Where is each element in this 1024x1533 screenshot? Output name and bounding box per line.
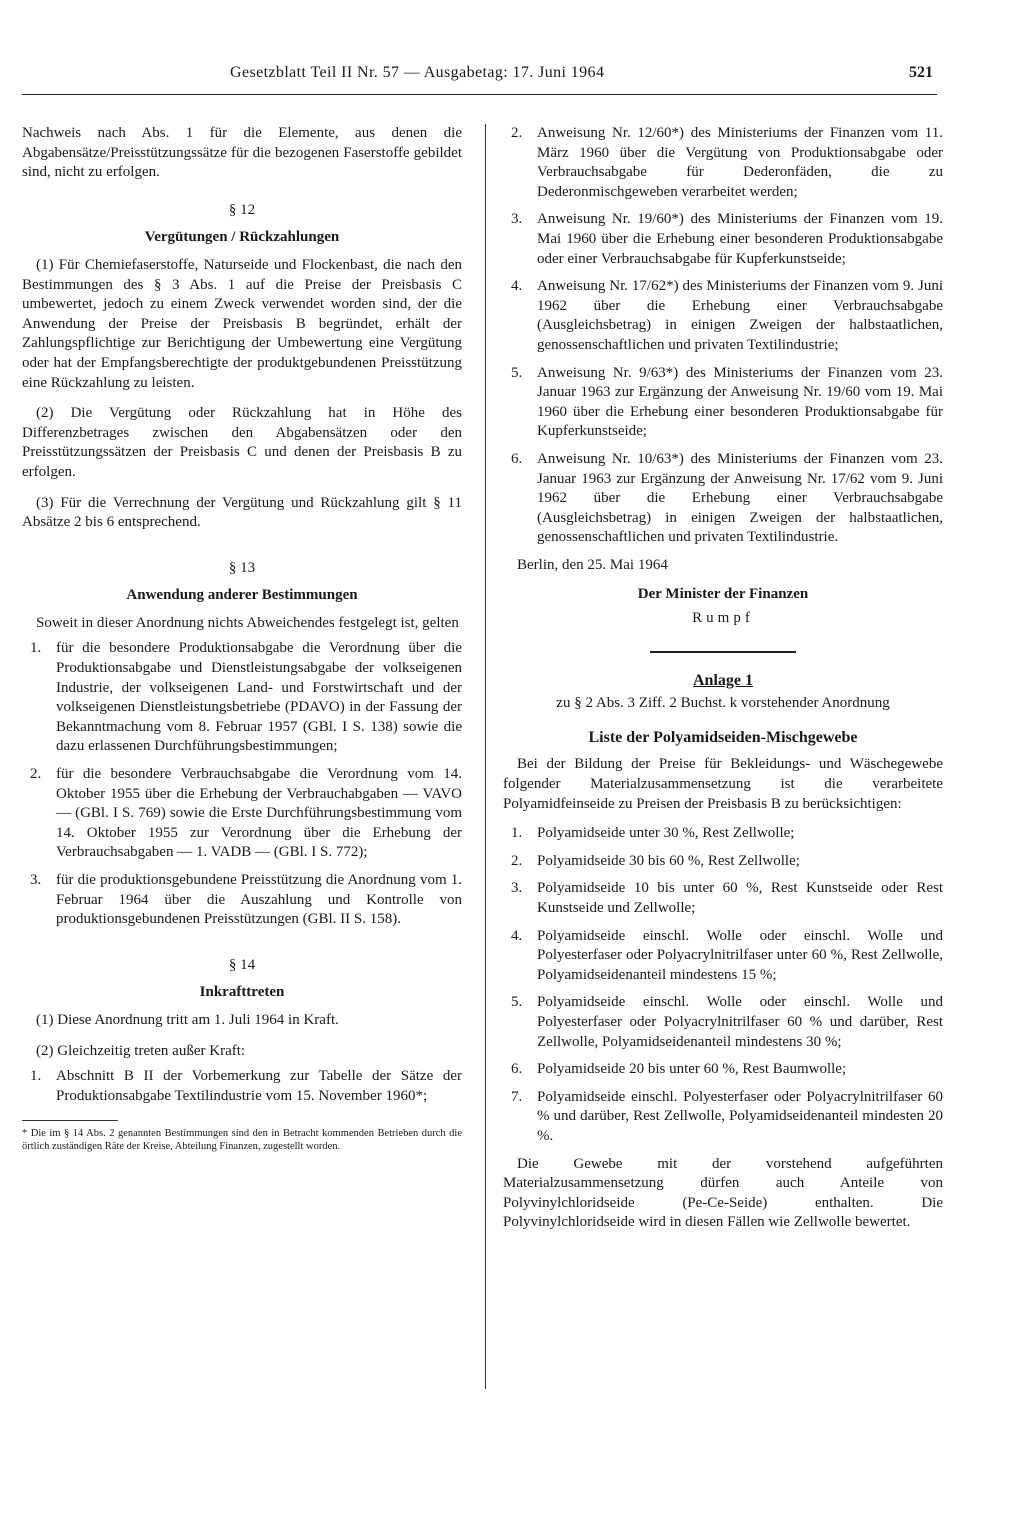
section-13-number: § 13	[228, 559, 256, 576]
section-12-paragraph-1: (1) Für Chemiefaserstoffe, Naturseide und Flockenbast, die nach den Bestimmungen des § 3 Abs. 1 auf die Preise der Preisbasis C umbewertet, jedoch zu einem Zweck verwendet worden sind, der die Anwendung der Preise der Preisbasis B begründet, erhält der Zahlungspflichtige zur Berichtigung der Umbewertung eine Vergütung oder hat der Empfangsberechtigte der produktgebundenen Preisstützung eine Rückzahlung zu leisten.	[22, 256, 462, 391]
list-item-text: Anweisung Nr. 17/62*) des Ministeriums der Finanzen vom 9. Juni 1962 über die Erhebung einer Verbrauchsabgabe (Ausgleichsbetrag) in einigen Zweigen der halbstaatlichen, genossenschaftlichen und privaten Textilindustrie;	[537, 278, 943, 353]
list-item-number: 3.	[511, 211, 523, 228]
list-item	[503, 1060, 943, 1080]
list-item-number: 6.	[511, 450, 523, 467]
anlage-reference: zu § 2 Abs. 3 Ziff. 2 Buchst. k vorstehender Anordnung	[556, 695, 890, 712]
repealed-list	[503, 124, 943, 548]
section-12-paragraph-3: (3) Für die Verrechnung der Vergütung und Rückzahlung gilt § 11 Absätze 2 bis 6 entsprechend.	[22, 494, 462, 531]
anlage-outro: Die Gewebe mit der vorstehend aufgeführten Materialzusammensetzung dürfen auch Anteile von Polyvinylchloridseide (Pe-Ce-Seide) enthalten. Die Polyvinylchloridseide wird in diesen Fällen wie Zellwolle bewertet.	[503, 1155, 943, 1231]
list-item	[503, 277, 943, 355]
list-item	[503, 364, 943, 442]
list-item-text: Anweisung Nr. 9/63*) des Ministeriums der Finanzen vom 23. Januar 1963 zur Ergänzung der Anweisung Nr. 19/60 vom 19. Mai 1960 über die Erhebung einer besonderen Produktionsabgabe für Kupferkunstseide;	[537, 364, 943, 440]
list-item-text: Polyamidseide 30 bis 60 %, Rest Zellwolle;	[537, 852, 800, 869]
section-13-intro: Soweit in dieser Anordnung nichts Abweichendes festgelegt ist, gelten	[36, 614, 459, 631]
place-date: Berlin, den 25. Mai 1964	[517, 556, 668, 573]
list-item	[503, 879, 943, 918]
list-item	[22, 765, 462, 863]
list-item-text: Polyamidseide einschl. Wolle oder einschl. Wolle und Polyesterfaser oder Polyacrylnitrilfaser unter 60 %, Rest Zellwolle, Polyamidseidenanteil mindestens 15 %;	[537, 927, 943, 983]
anlage-intro: Bei der Bildung der Preise für Bekleidungs- und Wäschegewebe folgender Materialzusammensetzung ist die verarbeitete Polyamidfeinseide zu Preisen der Preisbasis B zu berücksichtigen:	[503, 756, 943, 812]
list-item-text: Anweisung Nr. 10/63*) des Ministeriums der Finanzen vom 23. Januar 1963 zur Ergänzung der Anweisung Nr. 17/62 vom 9. Juni 1962 über die Erhebung einer Verbrauchsabgabe (Ausgleichsbetrag) in einigen Zweigen der halbstaatlichen, genossenschaftlichen und privaten Textilindustrie.	[537, 450, 943, 546]
list-item-text: Polyamidseide 10 bis unter 60 %, Rest Kunstseide oder Rest Kunstseide und Zellwolle;	[537, 880, 943, 916]
list-item-number: 6.	[511, 1061, 523, 1078]
list-item-number: 1.	[511, 825, 523, 842]
anlage-heading: Liste der Polyamidseiden-Mischgewebe	[588, 728, 858, 746]
footnote-rule	[22, 1120, 118, 1121]
list-item	[503, 824, 943, 844]
list-item	[503, 1088, 943, 1147]
section-13-list	[22, 639, 462, 929]
footnote: * Die im § 14 Abs. 2 genannten Bestimmungen sind den in Betracht kommenden Betrieben durch die örtlich zuständigen Räte der Kreise, Abteilung Finanzen, zugestellt worden.	[22, 1128, 462, 1153]
list-item	[503, 927, 943, 986]
intro-paragraph: Nachweis nach Abs. 1 für die Elemente, aus denen die Abgabensätze/Preisstützungssätze für die bezogenen Faserstoffe gebildet sind, nicht zu erfolgen.	[22, 125, 462, 181]
list-item-text: Polyamidseide 20 bis unter 60 %, Rest Baumwolle;	[537, 1061, 847, 1078]
list-item-text: Anweisung Nr. 12/60*) des Ministeriums der Finanzen vom 11. März 1960 über die Vergütung von Produktionsabgabe oder Verbrauchsabgabe für Dederonfäden, die zu Dederonmischgeweben verarbeitet werden;	[537, 125, 943, 200]
list-item-text: Abschnitt B II der Vorbemerkung zur Tabelle der Sätze der Produktionsabgabe Textilindustrie vom 15. November 1960*;	[56, 1068, 462, 1104]
list-item-number: 5.	[511, 364, 523, 381]
anlage-title: Anlage 1	[693, 671, 753, 689]
list-item-number: 1.	[30, 640, 42, 657]
list-item-text: Polyamidseide unter 30 %, Rest Zellwolle;	[537, 825, 795, 842]
section-14-list	[22, 1067, 462, 1106]
list-item-number: 5.	[511, 994, 523, 1011]
list-item-text: Polyamidseide einschl. Wolle oder einschl. Wolle und Polyesterfaser oder Polyacrylnitrilfaser 60 % und darüber, Rest Zellwolle, Polyamidseidenanteil mindestens 30 %;	[537, 994, 943, 1050]
left-column	[22, 124, 462, 1153]
list-item-text: für die besondere Verbrauchsabgabe die Verordnung vom 14. Oktober 1955 über die Erhebung der Verbrauchabgaben — VAVO — (GBl. I S. 769) sowie die Erste Durchführungsbestimmung vom 14. Oktober 1955 zur Verordnung über die Erhebung der Verbrauchsabgaben — 1. VADB — (GBl. I S. 772);	[56, 766, 462, 861]
section-12-number: § 12	[228, 201, 256, 218]
list-item-text: Polyamidseide einschl. Polyesterfaser oder Polyacrylnitrilfaser 60 % und darüber, Rest Zellwolle, Polyamidseidenanteil mindesten 20 %.	[537, 1088, 943, 1144]
signer-title: Der Minister der Finanzen	[637, 586, 809, 603]
list-item-number: 1.	[30, 1068, 42, 1085]
anlage-list	[503, 824, 943, 1146]
list-item	[22, 1067, 462, 1106]
list-item	[503, 450, 943, 548]
list-item	[503, 852, 943, 872]
list-item-text: Anweisung Nr. 19/60*) des Ministeriums der Finanzen vom 19. Mai 1960 über die Erhebung einer besonderen Produktionsabgabe oder einer Verbrauchsabgabe für Kupferkunstseide;	[537, 211, 943, 267]
section-13-title: Anwendung anderer Bestimmungen	[126, 587, 358, 604]
list-item-number: 2.	[30, 766, 42, 783]
signer-name: Rumpf	[692, 610, 754, 627]
right-column	[503, 124, 943, 1233]
section-14-paragraph-2: (2) Gleichzeitig treten außer Kraft:	[36, 1042, 246, 1059]
list-item-text: für die besondere Produktionsabgabe die Verordnung über die Produktionsabgabe und Dienstleistungsabgabe der volkseigenen Industrie, der volkseigenen Land- und Forstwirtschaft und der volkseigenen Dienstleistungsbetriebe (PDAVO) in der Fassung der Bekanntmachung vom 8. Februar 1957 (GBl. I S. 138) sowie die dazu erlassenen Durchführungsbestimmungen;	[56, 640, 462, 755]
list-item	[503, 993, 943, 1052]
list-item-number: 4.	[511, 927, 523, 944]
column-divider	[485, 124, 486, 1389]
page-number: 521	[909, 64, 933, 81]
list-item	[503, 210, 943, 269]
list-item-number: 4.	[511, 278, 523, 295]
list-item-number: 2.	[511, 125, 523, 141]
signature-rule	[650, 651, 796, 653]
section-12-paragraph-2: (2) Die Vergütung oder Rückzahlung hat in Höhe des Differenzbetrages zwischen den Abgabensätzen oder den Preisstützungssätzen der Preisbasis C und denen der Preisbasis B zu erfolgen.	[22, 405, 462, 480]
list-item	[22, 639, 462, 757]
section-14-title: Inkrafttreten	[199, 984, 285, 1001]
list-item-number: 2.	[511, 852, 523, 869]
list-item-number: 3.	[511, 880, 523, 897]
page-header	[22, 58, 937, 95]
header-title: Gesetzblatt Teil II Nr. 57 — Ausgabetag: 17. Juni 1964	[230, 64, 605, 81]
list-item-text: für die produktionsgebundene Preisstützung die Anordnung vom 1. Februar 1964 über die Auszahlung und Kontrolle von produktionsgebundenen Preisstützungen (GBl. II S. 158).	[56, 872, 462, 928]
section-14-paragraph-1: (1) Diese Anordnung tritt am 1. Juli 1964 in Kraft.	[36, 1011, 339, 1028]
section-12-title: Vergütungen / Rückzahlungen	[144, 229, 340, 246]
list-item-number: 7.	[511, 1088, 523, 1105]
list-item	[22, 871, 462, 930]
list-item	[503, 124, 943, 202]
section-14-number: § 14	[228, 956, 256, 973]
list-item-number: 3.	[30, 872, 42, 888]
